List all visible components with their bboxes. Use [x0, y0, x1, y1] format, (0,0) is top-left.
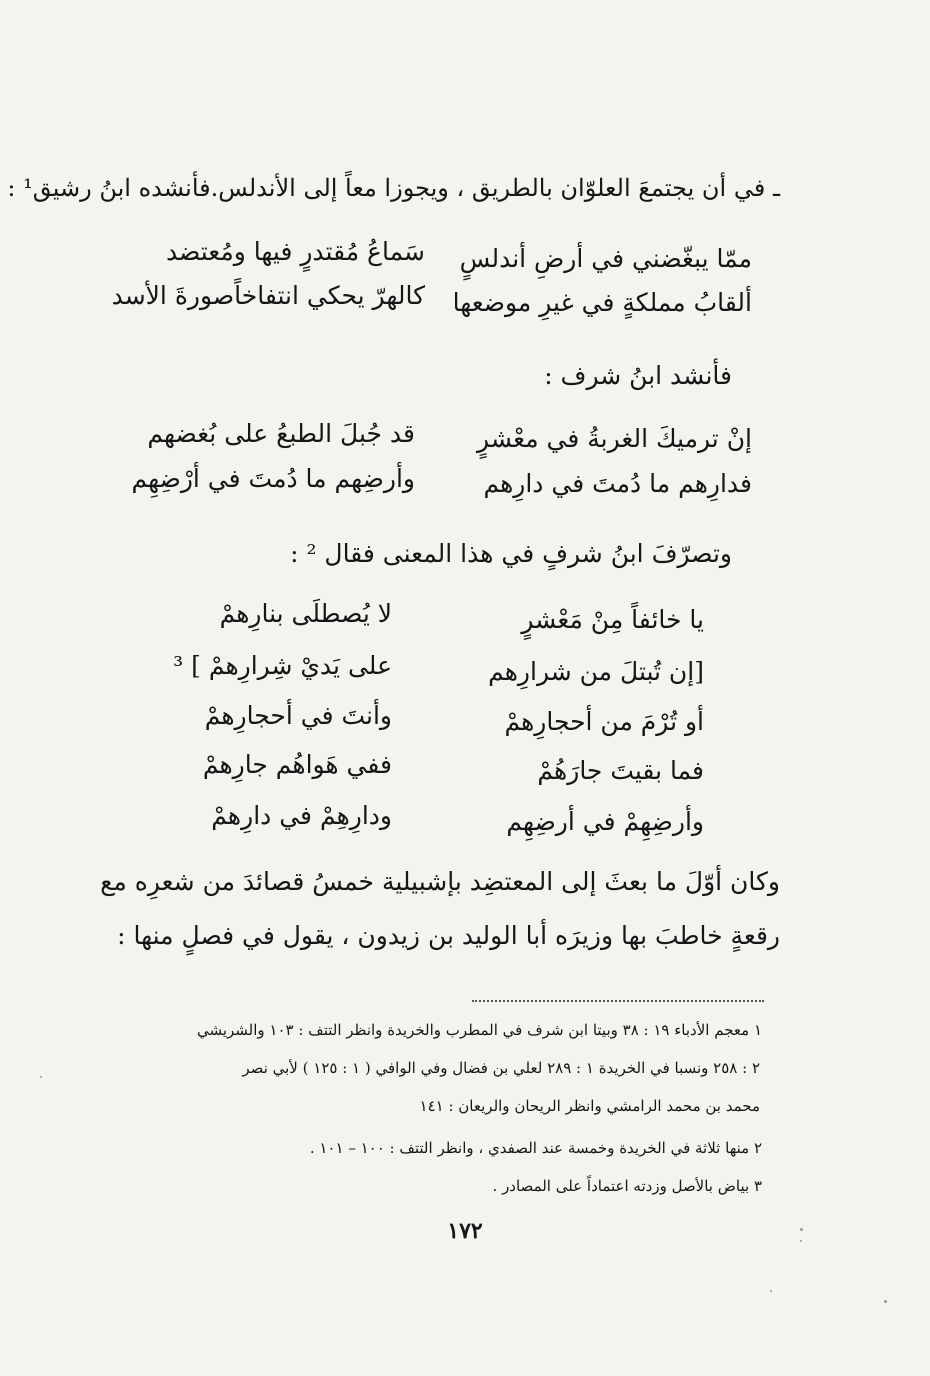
poem3-verse-5-right: وأرضِهِمْ في أرضِهِم [506, 807, 704, 836]
prose-line-2: رقعةٍ خاطبَ بها وزيرَه أبا الوليد بن زيدون ، يقول في فصلٍ منها : [117, 921, 780, 950]
footnote-1-cont: ٢ : ٢٥٨ ونسبا في الخريدة ١ : ٢٨٩ لعلي بن فضال وفي الوافي ( ١ : ١٢٥ ) لأبي نصر [242, 1059, 760, 1077]
poem3-verse-2-left: على يَديْ شِرارِهمْ ] ³ [173, 651, 392, 680]
poem3-verse-5-left: ودارِهِمْ في دارِهمْ [211, 801, 392, 830]
poem3-verse-3-left: وأنتَ في أحجارِهمْ [204, 701, 392, 730]
poem1-verse-2-left: كالهرّ يحكي انتفاخاًصورةَ الأسد [111, 281, 425, 310]
poem1-verse-1-left: سَماعُ مُقتدرٍ فيها ومُعتضد [165, 237, 425, 266]
poem1-verse-1-right: ممّا يبغّضني في أرضِ أندلسٍ [459, 244, 752, 273]
poem3-verse-1-left: لا يُصطلَى بنارِهمْ [219, 599, 392, 628]
footnote-2: ٢ منها ثلاثة في الخريدة وخمسة عند الصفدي ، وانظر التتف : ١٠٠ – ١٠١ . [309, 1139, 762, 1157]
poem1-verse-2-right: ألقابُ مملكةٍ في غيرِ موضعها [452, 288, 752, 317]
poem2-verse-2-left: وأرضِهم ما دُمتَ في أرْضِهِم [131, 464, 415, 493]
prose-line-1: وكان أوّلَ ما بعثَ إلى المعتضِد بإشبيلية خمسُ قصائدَ من شعرِه مع [100, 867, 780, 896]
footnote-1-cont-2: محمد بن محمد الرامشي وانظر الريحان والريعان : ١٤١ [419, 1097, 760, 1115]
poem3-verse-4-right: فما بقيتَ جارَهُمْ [537, 756, 704, 785]
heading-ibn-sharaf: فأنشد ابنُ شرف : [544, 361, 732, 390]
poem3-verse-1-right: يا خائفاً مِنْ مَعْشرٍ [521, 605, 704, 634]
page-number: ١٧٢ [447, 1218, 483, 1244]
poem2-verse-2-right: فدارِهم ما دُمتَ في دارِهم [483, 469, 752, 498]
poem3-verse-2-right: [إن تُبتلَ من شرارِهم [488, 657, 704, 686]
heading-tasarruf: وتصرّفَ ابنُ شرفٍ في هذا المعنى فقال ² : [290, 539, 732, 568]
poem3-verse-4-left: ففي هَواهُم جارِهمْ [202, 750, 392, 779]
footnote-divider [472, 1000, 764, 1002]
footnote-1: ١ معجم الأدباء ١٩ : ٣٨ وبيتا ابن شرف في المطرب والخريدة وانظر التتف : ١٠٣ والشريشي [196, 1021, 762, 1039]
intro-line: ـ في أن يجتمعَ العلوّان بالطريق ، ويجوزا معاً إلى الأندلس.فأنشده ابنُ رشيق¹ : [7, 174, 780, 202]
footnote-3: ٣ بياض بالأصل وزدته اعتماداً على المصادر . [492, 1177, 762, 1195]
poem2-verse-1-right: إنْ ترميكَ الغربةُ في معْشرٍ [477, 424, 752, 453]
poem3-verse-3-right: أو تُرْمَ من أحجارِهمْ [504, 707, 704, 736]
poem2-verse-1-left: قد جُبلَ الطبعُ على بُغضهم [147, 419, 415, 448]
